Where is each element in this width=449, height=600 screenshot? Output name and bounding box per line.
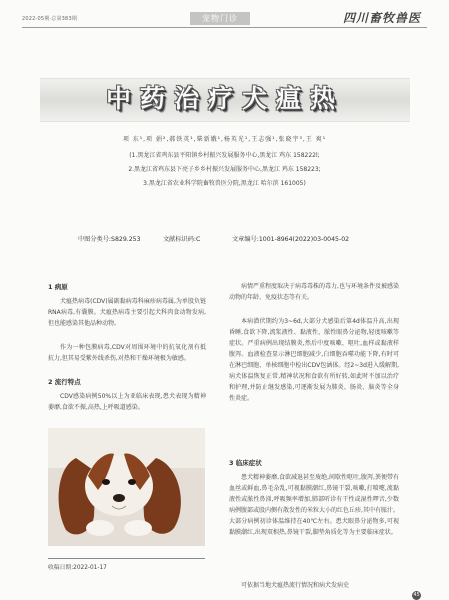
document-code: 文献标识码:C bbox=[163, 236, 201, 243]
journal-brand-logo: 四川畜牧兽医 bbox=[342, 11, 421, 25]
paragraph-course: 本病潜伏期约为3~6d,大部分犬感染后第4d体温升高,出现昏睡,食欲下降,流浆液性、黏液性、脓性眼鼻分泌物,轻度咳嗽等症状。严重病例出现结膜炎,然后中度咳嗽、呕吐,血样或黏液样腹泻。血液检查显示淋巴细胞减少,白细胞吞噬功能下降,有时可在淋巴细胞、单核细胞中检出CDV包涵体。经2~3d进入缓解期,病犬体温恢复正常,精神状况和食欲有所好转,如此时不加以治疗和护理,并防止继发感染,可逐渐发展为肺炎、肠炎、脑炎等全身性炎症。 bbox=[229, 318, 399, 402]
header-divider bbox=[22, 27, 427, 28]
author-list: 项 东¹,项 娟²,郝铁英¹,柴新娥¹,杨英光¹,王志强¹,张晓宇³,王 爽¹ bbox=[122, 136, 327, 143]
dog-photo bbox=[48, 428, 205, 546]
paragraph-pathogen-1: 犬瘟热病毒(CDV)属副黏病毒科麻疹病毒属,为单股负链RNA病毒,有囊膜。犬瘟热病毒主要引起犬科肉食动物发病,但也能感染其他品种动物。 bbox=[48, 298, 206, 327]
paragraph-epidemiology: CDV感染病例50%以上为亚临床表现,患犬表现为精神萎靡,食欲不振,高热,上呼吸道感染。 bbox=[48, 393, 206, 411]
section-tab: 宠物门诊 bbox=[190, 12, 250, 25]
footnote-rule bbox=[48, 558, 205, 559]
article-number: 文章编号:1001-8964(2022)03-0045-02 bbox=[232, 236, 350, 243]
heading-clinical-signs: 3 临床症状 bbox=[229, 459, 262, 467]
affiliation-1: (1.黑龙江省鸡东县平阳镇乡村振兴发展服务中心,黑龙江 鸡东 158222l; bbox=[129, 152, 320, 159]
received-date: 收稿日期:2022-01-17 bbox=[48, 565, 107, 571]
heading-pathogen: 1 病原 bbox=[48, 283, 68, 291]
affiliation-2: 2.黑龙江省鸡东县下亮子乡乡村振兴发展服务中心,黑龙江 鸡东 158223; bbox=[128, 166, 321, 173]
paragraph-severity: 病情严重程度取决于病毒毒株的毒力,也与环境条件及被感染动物的年龄、免疫状态等有关。 bbox=[229, 283, 399, 301]
article-title: 中药治疗犬瘟热 bbox=[105, 84, 344, 113]
heading-epidemiology: 2 流行特点 bbox=[48, 378, 81, 386]
paragraph-clinical-signs: 患犬精神萎靡,食欲减退甚至废绝,间歇性呕吐,腹泻,粪便带有血丝或鲜血,鼻毛杂乱,可视黏膜潮红,鼻镜干裂,咳嗽,打喷嚏,流黏液性或脓性鼻涕,呼吸频率增加,肺部听诊有干性或湿性啰音,少数病例腹部或股内侧有散发性的米粒大小的红色丘疹,其中有脓汁。大部分病例初诊体温维持在40℃左右。患犬眼鼻分泌物多,可视黏膜潮红,出现双相热,鼻镜干裂,脚垫角质化等为主要临床症状。 bbox=[229, 474, 399, 536]
issue-label: 2022-05期·总第383期 bbox=[22, 16, 78, 22]
paragraph-pathogen-2: 作为一种包膜病毒,CDV对周围环境中的抗氧化剂有抵抗力,但其易受紫外线杀伤,对热和干燥环境极为敏感。 bbox=[48, 344, 206, 362]
page-number: 45 bbox=[413, 592, 420, 598]
affiliation-3: 3.黑龙江省农业科学院畜牧兽医分院,黑龙江 哈尔滨 161005) bbox=[143, 180, 306, 187]
clc-number: 中图分类号:S829.253 bbox=[78, 236, 141, 243]
paragraph-diagnosis: 可依据当地犬瘟热流行情况和病犬发病史 bbox=[241, 582, 350, 589]
